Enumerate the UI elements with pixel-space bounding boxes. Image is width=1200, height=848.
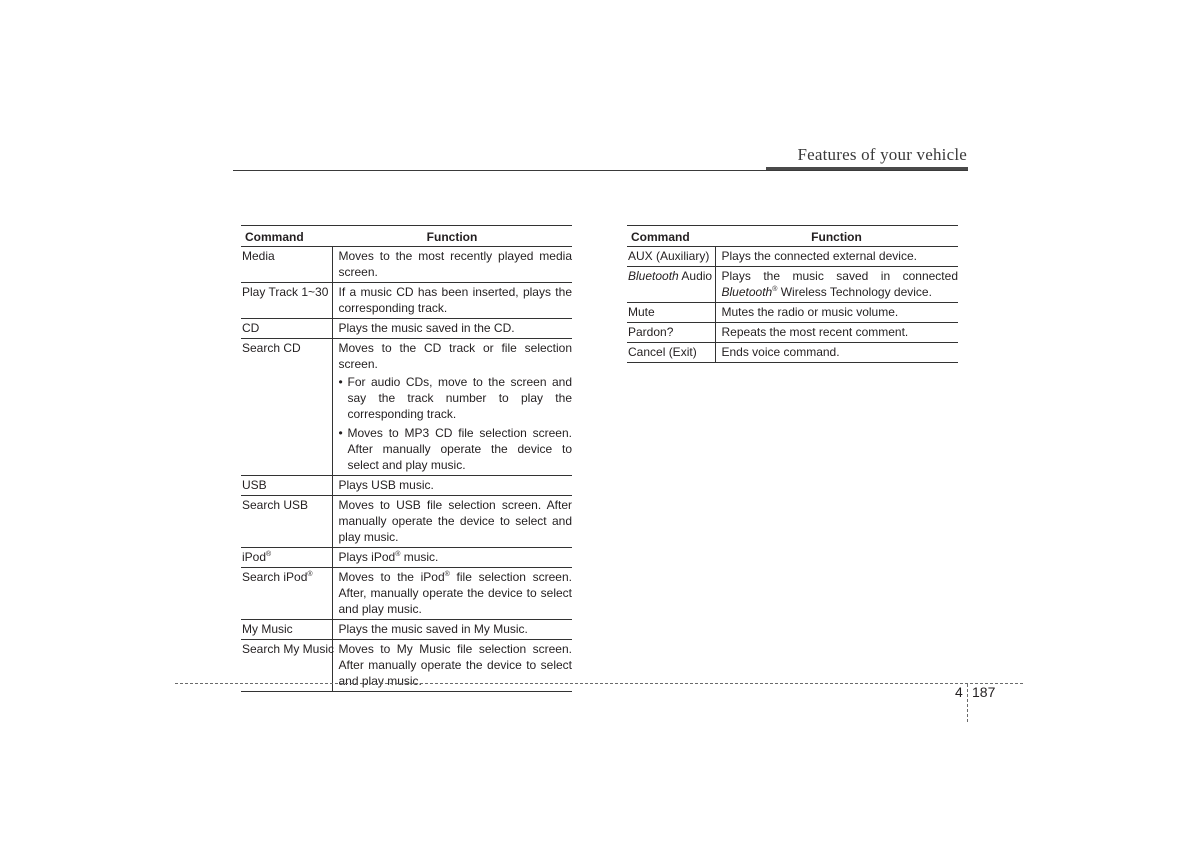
command-cell: Media [241, 247, 332, 283]
command-cell [627, 267, 715, 303]
function-cell: If a music CD has been inserted, plays the corresponding track. [332, 283, 572, 319]
column-header-command: Command [241, 226, 332, 247]
function-cell [332, 339, 572, 476]
function-cell: Plays the connected external device. [715, 247, 958, 267]
command-cell: Play Track 1~30 [241, 283, 332, 319]
command-cell: Search My Music [241, 640, 332, 692]
command-cell [241, 568, 332, 620]
function-cell: Plays the music saved in My Music. [332, 620, 572, 640]
function-text-italic: Bluetooth [721, 285, 773, 299]
table-row [241, 548, 572, 568]
header-rule [233, 170, 968, 171]
registered-mark: ® [266, 551, 272, 558]
table-row [627, 323, 958, 343]
footer-dashed-rule [175, 683, 1023, 684]
command-cell: Search CD [241, 339, 332, 476]
column-header-command: Command [627, 226, 715, 247]
voice-command-table-misc [627, 225, 958, 363]
function-text: Moves to the iPod [338, 570, 445, 584]
command-cell: My Music [241, 620, 332, 640]
table-row [241, 568, 572, 620]
registered-mark: ® [772, 286, 778, 293]
bullet-dot: • [338, 426, 343, 440]
table-row [627, 303, 958, 323]
function-cell [715, 267, 958, 303]
function-cell: Moves to USB file selection screen. After manually operate the device to select and play music. [332, 496, 572, 548]
command-cell: CD [241, 319, 332, 339]
function-cell: Plays USB music. [332, 476, 572, 496]
function-cell [332, 548, 572, 568]
table-row [627, 267, 958, 303]
registered-mark: ® [307, 571, 313, 578]
bullet-item [339, 374, 573, 422]
function-cell [332, 568, 572, 620]
function-text: file selection screen. After, manually operate the device to select and play music. [338, 570, 572, 616]
table-header-row [241, 226, 572, 247]
command-cell: AUX (Auxiliary) [627, 247, 715, 267]
function-cell: Mutes the radio or music volume. [715, 303, 958, 323]
command-text: iPod [242, 550, 267, 564]
registered-mark: ® [444, 571, 450, 578]
bullet-text: Moves to MP3 CD file selection screen. After manually operate the device to select and play music. [347, 426, 572, 472]
bullet-dot: • [338, 375, 343, 389]
command-cell: Search USB [241, 496, 332, 548]
command-cell: USB [241, 476, 332, 496]
function-cell: Plays the music saved in the CD. [332, 319, 572, 339]
function-cell: Repeats the most recent comment. [715, 323, 958, 343]
chapter-number: 4 [955, 684, 963, 700]
command-cell: Mute [627, 303, 715, 323]
table-row [241, 339, 572, 476]
registered-mark: ® [395, 551, 401, 558]
table-row [241, 319, 572, 339]
table-row [241, 476, 572, 496]
function-text: music. [400, 550, 439, 564]
function-cell: Ends voice command. [715, 343, 958, 363]
table-row [241, 247, 572, 283]
table-row [627, 343, 958, 363]
table-row [241, 283, 572, 319]
column-header-function: Function [715, 226, 958, 247]
bullet-item [339, 425, 573, 473]
command-text: Audio [678, 269, 713, 283]
function-text: Plays the music saved in connected [721, 269, 958, 283]
footer-page-divider [967, 684, 968, 722]
command-cell: Pardon? [627, 323, 715, 343]
command-cell [241, 548, 332, 568]
table-row [627, 247, 958, 267]
page-number: 187 [972, 684, 996, 700]
function-cell: Moves to the most recently played media screen. [332, 247, 572, 283]
table-header-row [627, 226, 958, 247]
command-text-italic: Bluetooth [628, 269, 679, 283]
page-header-title: Features of your vehicle [797, 145, 967, 164]
table-row [241, 620, 572, 640]
function-text: Plays iPod [338, 550, 396, 564]
function-cell: Moves to My Music file selection screen. After manually operate the device to select and play music. [332, 640, 572, 692]
function-line [722, 284, 959, 300]
table-row [241, 496, 572, 548]
bullet-text: For audio CDs, move to the screen and say the track number to play the corresponding track. [347, 375, 572, 421]
voice-command-table-media [241, 225, 572, 692]
function-text: Moves to the CD track or file selection screen. [338, 341, 572, 371]
function-text: Wireless Technology device. [780, 285, 932, 299]
command-cell: Cancel (Exit) [627, 343, 715, 363]
column-header-function: Function [332, 226, 572, 247]
command-text: Search iPod [242, 570, 308, 584]
